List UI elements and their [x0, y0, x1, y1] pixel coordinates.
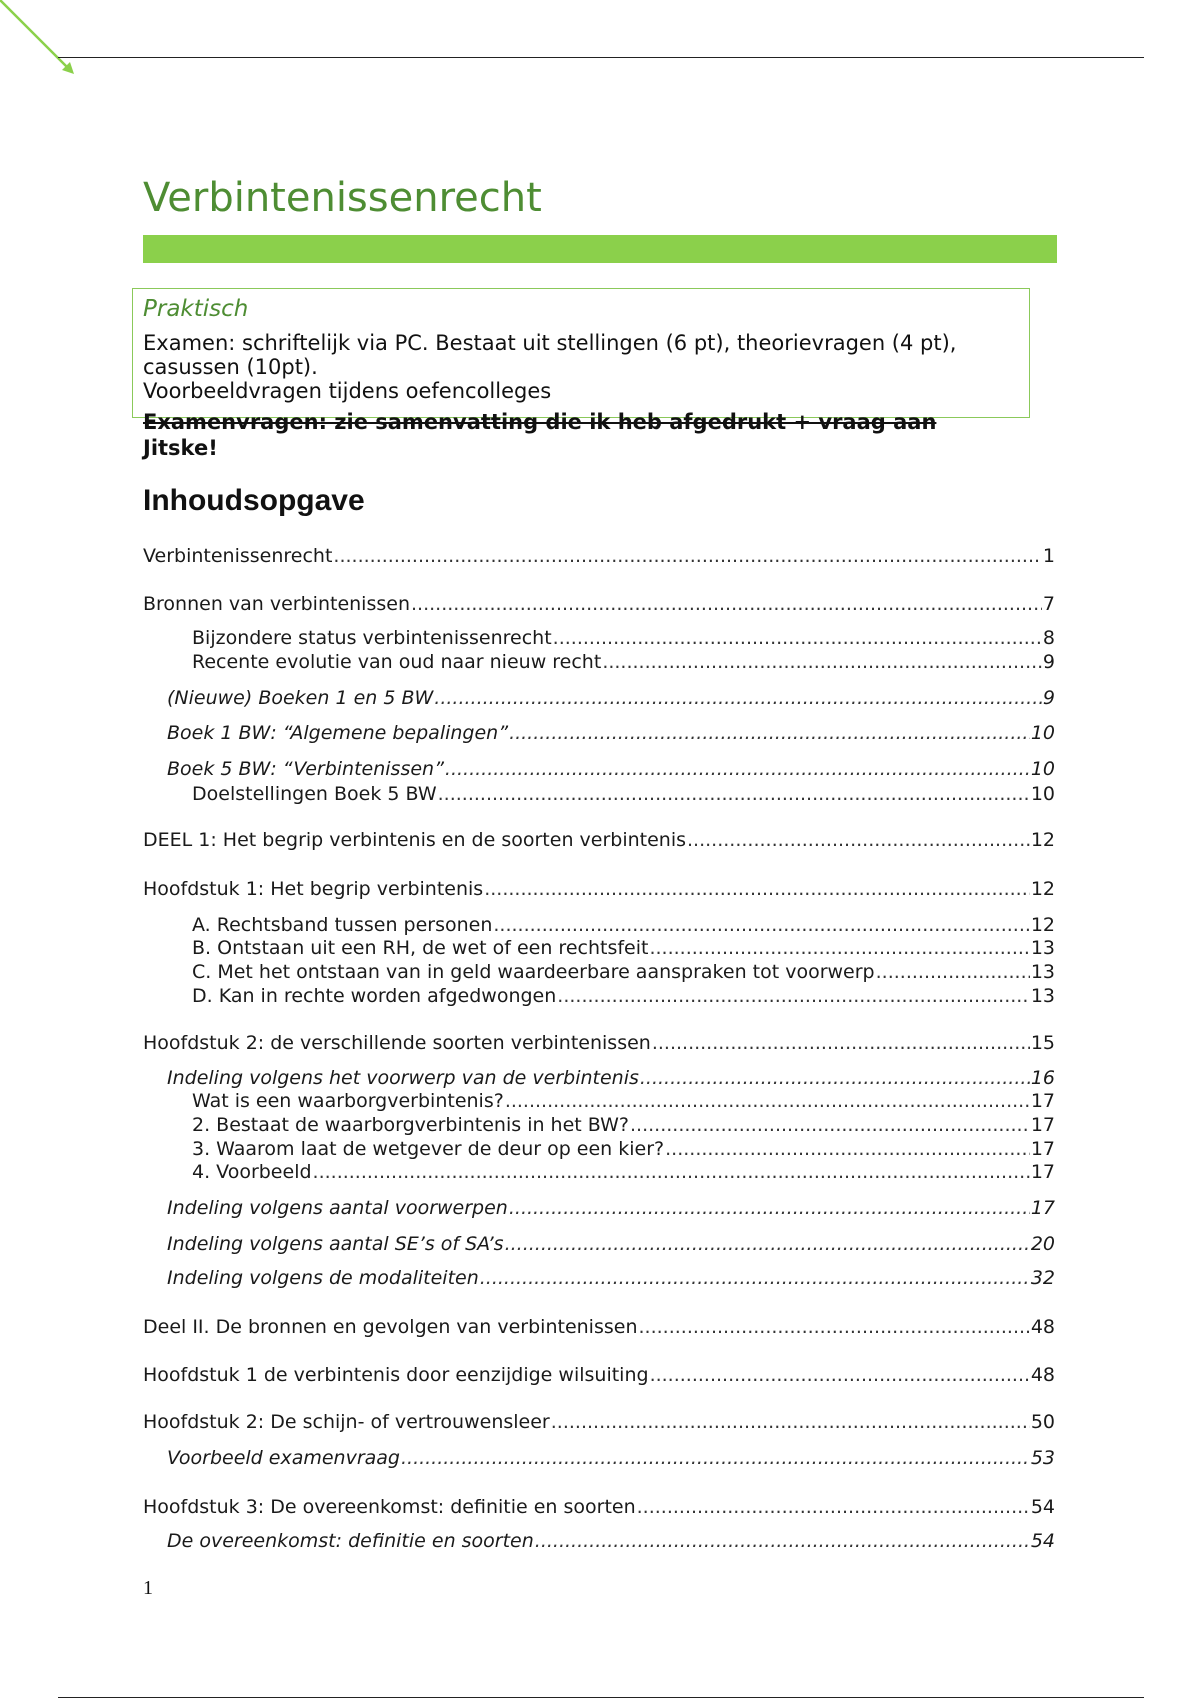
toc-entry-page: 9: [1042, 651, 1055, 673]
toc-entry[interactable]: [167, 1530, 1055, 1553]
toc-entry[interactable]: [167, 1267, 1055, 1290]
toc-entry-page: 17: [1030, 1161, 1055, 1183]
toc-entry-text: Bronnen van verbintenissen: [143, 593, 410, 615]
toc-entry[interactable]: [167, 1067, 1055, 1090]
example-questions: Voorbeeldvragen tijdens oefencolleges: [143, 379, 552, 403]
exam-questions-line-2: Jitske!: [143, 436, 218, 460]
toc-entry-text: C. Met het ontstaan van in geld waardeerbare aanspraken tot voorwerp: [192, 961, 875, 983]
toc-entry[interactable]: [192, 961, 1055, 984]
exam-description-line-2: casussen (10pt).: [143, 355, 318, 379]
toc-entry-text: Hoofdstuk 3: De overeenkomst: definitie en soorten: [143, 1496, 636, 1518]
toc-entry-page: 48: [1030, 1364, 1055, 1386]
toc-entry-text: Indeling volgens de modaliteiten: [167, 1267, 479, 1289]
toc-entry-page: 8: [1042, 627, 1055, 649]
toc-entry-page: 17: [1030, 1197, 1055, 1219]
toc-entry-page: 54: [1030, 1530, 1055, 1552]
toc-entry[interactable]: [143, 1411, 1055, 1434]
toc-entry-text: Voorbeeld examenvraag: [167, 1447, 400, 1469]
toc-entry[interactable]: [167, 1233, 1055, 1256]
toc-entry-page: 13: [1030, 961, 1055, 983]
toc-entry[interactable]: [167, 687, 1055, 710]
toc-entry-text: De overeenkomst: definitie en soorten: [167, 1530, 534, 1552]
toc-heading: Inhoudsopgave: [143, 484, 365, 517]
toc-entry-text: Wat is een waarborgverbintenis?: [192, 1090, 504, 1112]
toc-entry-page: 12: [1030, 914, 1055, 936]
toc-entry-text: A. Rechtsband tussen personen: [192, 914, 493, 936]
toc-entry-page: 9: [1042, 687, 1055, 709]
toc-entry-text: Boek 5 BW: “Verbintenissen”: [167, 758, 444, 780]
toc-entry[interactable]: [192, 651, 1055, 674]
toc-entry[interactable]: [192, 1114, 1055, 1137]
toc-entry-page: 54: [1030, 1496, 1055, 1518]
toc-entry-page: 1: [1042, 545, 1055, 567]
toc-entry[interactable]: [143, 593, 1055, 616]
toc-entry-text: Bijzondere status verbintenissenrecht: [192, 627, 552, 649]
toc-entry-page: 7: [1042, 593, 1055, 615]
page-number: 1: [143, 1577, 153, 1599]
toc-entry[interactable]: [143, 1364, 1055, 1387]
toc-entry-page: 12: [1030, 829, 1055, 851]
toc-entry[interactable]: [167, 1447, 1055, 1470]
toc-entry-text: 2. Bestaat de waarborgverbintenis in het BW?: [192, 1114, 629, 1136]
toc-entry-text: DEEL 1: Het begrip verbintenis en de soorten verbintenis: [143, 829, 687, 851]
toc-entry[interactable]: [143, 1496, 1055, 1519]
toc-entry[interactable]: [167, 1197, 1055, 1220]
toc-entry-page: 48: [1030, 1316, 1055, 1338]
toc-entry[interactable]: [192, 783, 1055, 806]
toc-entry-page: 16: [1030, 1067, 1055, 1089]
toc-entry-text: B. Ontstaan uit een RH, de wet of een rechtsfeit: [192, 937, 649, 959]
toc-entry-page: 53: [1030, 1447, 1055, 1469]
toc-entry-page: 10: [1030, 722, 1055, 744]
toc-entry-page: 10: [1030, 758, 1055, 780]
toc-entry-text: Boek 1 BW: “Algemene bepalingen”: [167, 722, 509, 744]
toc-entry-page: 13: [1030, 937, 1055, 959]
footer-rule: [58, 1697, 1144, 1698]
practical-heading: Praktisch: [143, 296, 249, 322]
toc-entry[interactable]: [192, 1090, 1055, 1113]
toc-entry[interactable]: [143, 1032, 1055, 1055]
toc-entry-text: Hoofdstuk 1: Het begrip verbintenis: [143, 878, 484, 900]
toc-entry[interactable]: [143, 878, 1055, 901]
toc-entry[interactable]: [167, 758, 1055, 781]
toc-entry-text: 3. Waarom laat de wetgever de deur op een kier?: [192, 1138, 665, 1160]
toc-entry[interactable]: [192, 627, 1055, 650]
toc-entry[interactable]: [143, 545, 1055, 568]
toc-entry-text: Verbintenissenrecht: [143, 545, 333, 567]
toc-entry-page: 12: [1030, 878, 1055, 900]
toc-entry-text: Doelstellingen Boek 5 BW: [192, 783, 437, 805]
toc-entry-page: 17: [1030, 1090, 1055, 1112]
exam-questions-line-1: Examenvragen: zie samenvatting die ik heb afgedrukt + vraag aan: [143, 410, 937, 434]
toc-entry-text: Recente evolutie van oud naar nieuw recht: [192, 651, 602, 673]
toc-entry-text: (Nieuwe) Boeken 1 en 5 BW: [167, 687, 434, 709]
toc-entry-text: Indeling volgens aantal SE’s of SA’s: [167, 1233, 504, 1255]
toc-entry[interactable]: [192, 1138, 1055, 1161]
toc-entry-text: Hoofdstuk 1 de verbintenis door eenzijdige wilsuiting: [143, 1364, 649, 1386]
toc-entry-text: Indeling volgens aantal voorwerpen: [167, 1197, 508, 1219]
toc-entry[interactable]: [192, 1161, 1055, 1184]
toc-entry[interactable]: [192, 985, 1055, 1008]
toc-entry-text: Hoofdstuk 2: De schijn- of vertrouwensleer: [143, 1411, 550, 1433]
toc-entry[interactable]: [192, 914, 1055, 937]
toc-entry-page: 10: [1030, 783, 1055, 805]
toc-entry[interactable]: [143, 829, 1055, 852]
toc-entry-text: Hoofdstuk 2: de verschillende soorten verbintenissen: [143, 1032, 651, 1054]
toc-entry-text: 4. Voorbeeld: [192, 1161, 312, 1183]
toc-entry-page: 13: [1030, 985, 1055, 1007]
toc-entry-page: 17: [1030, 1138, 1055, 1160]
toc-entry-page: 20: [1030, 1233, 1055, 1255]
toc-entry-text: Deel II. De bronnen en gevolgen van verbintenissen: [143, 1316, 638, 1338]
toc-entry-page: 15: [1030, 1032, 1055, 1054]
exam-description-line-1: Examen: schriftelijk via PC. Bestaat uit stellingen (6 pt), theorievragen (4 pt),: [143, 331, 957, 355]
toc-entry-page: 50: [1030, 1411, 1055, 1433]
toc-entry-page: 32: [1030, 1267, 1055, 1289]
toc-entry[interactable]: [143, 1316, 1055, 1339]
toc-entry-page: 17: [1030, 1114, 1055, 1136]
toc-entry-text: D. Kan in rechte worden afgedwongen: [192, 985, 557, 1007]
toc-entry[interactable]: [167, 722, 1055, 745]
toc-entry[interactable]: [192, 937, 1055, 960]
document-title: Verbintenissenrecht: [143, 175, 542, 221]
toc-entry-text: Indeling volgens het voorwerp van de verbintenis: [167, 1067, 639, 1089]
